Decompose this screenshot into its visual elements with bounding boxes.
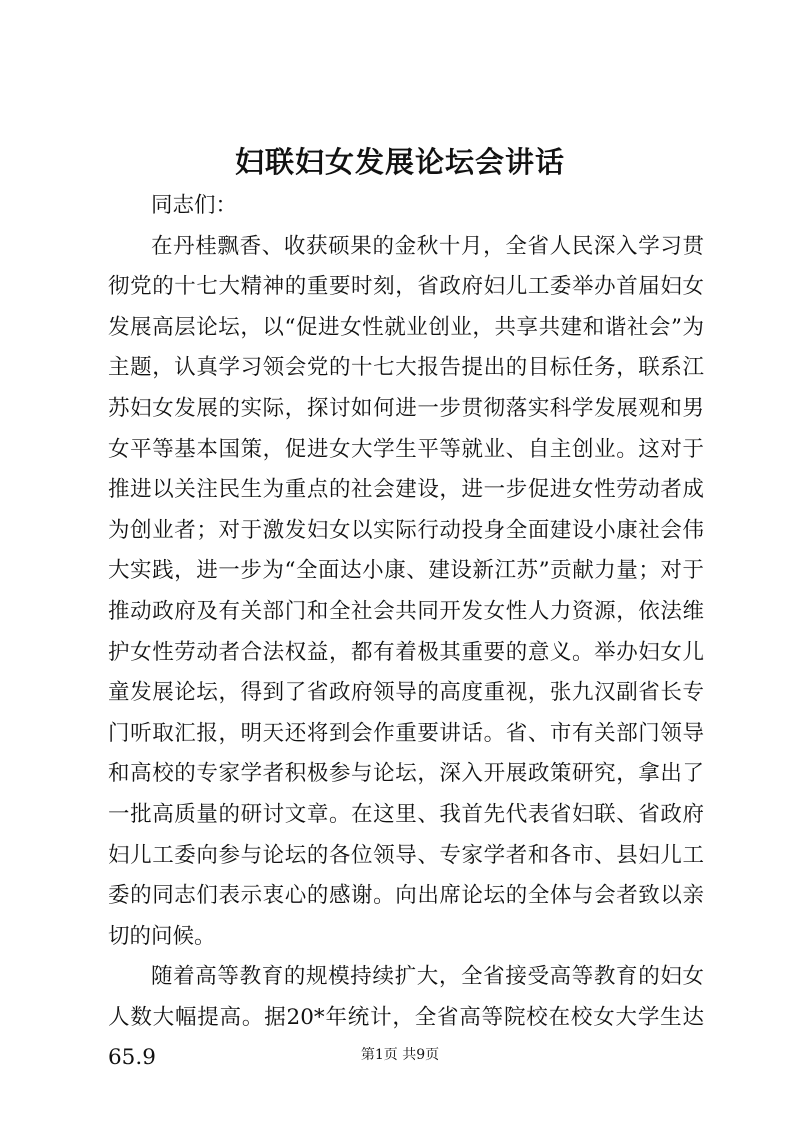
paragraph: 随着高等教育的规模持续扩大，全省接受高等教育的妇女人数大幅提高。据20*年统计，全省高等院校在校女大学生达65.9 — [108, 964, 704, 1071]
page-number: 第1页 共9页 — [360, 1047, 440, 1063]
page-title: 妇联妇女发展论坛会讲话 — [234, 145, 565, 179]
page-footer — [0, 1045, 800, 1065]
document-body — [108, 186, 704, 1079]
greeting: 同志们： — [151, 193, 238, 218]
paragraph: 在丹桂飘香、收获硕果的金秋十月，全省人民深入学习贯彻党的十七大精神的重要时刻，省政府妇儿工委举办首届妇女发展高层论坛，以“促进女性就业创业，共享共建和谐社会”为主题，认真学习领会党的十七大报告提出的目标任务，联系江苏妇女发展的实际，探讨如何进一步贯彻落实科学发展观和男女平等基本国策，促进女大学生平等就业、自主创业。这对于推进以关注民生为重点的社会建设，进一步促进女性劳动者成为创业者；对于激发妇女以实际行动投身全面建设小康社会伟大实践，进一步为“全面达小康、建设新江苏”贡献力量；对于推动政府及有关部门和全社会共同开发女性人力资源，依法维护女性劳动者合法权益，都有着极其重要的意义。举办妇女儿童发展论坛，得到了省政府领导的高度重视，张九汉副省长专门听取汇报，明天还将到会作重要讲话。省、市有关部门领导和高校的专家学者积极参与论坛，深入开展政策研究，拿出了一批高质量的研讨文章。在这里、我首先代表省妇联、省政府妇儿工委向参与论坛的各位领导、专家学者和各市、县妇儿工委的同志们表示衷心的感谢。向出席论坛的全体与会者致以亲切的问候。 — [108, 233, 704, 949]
